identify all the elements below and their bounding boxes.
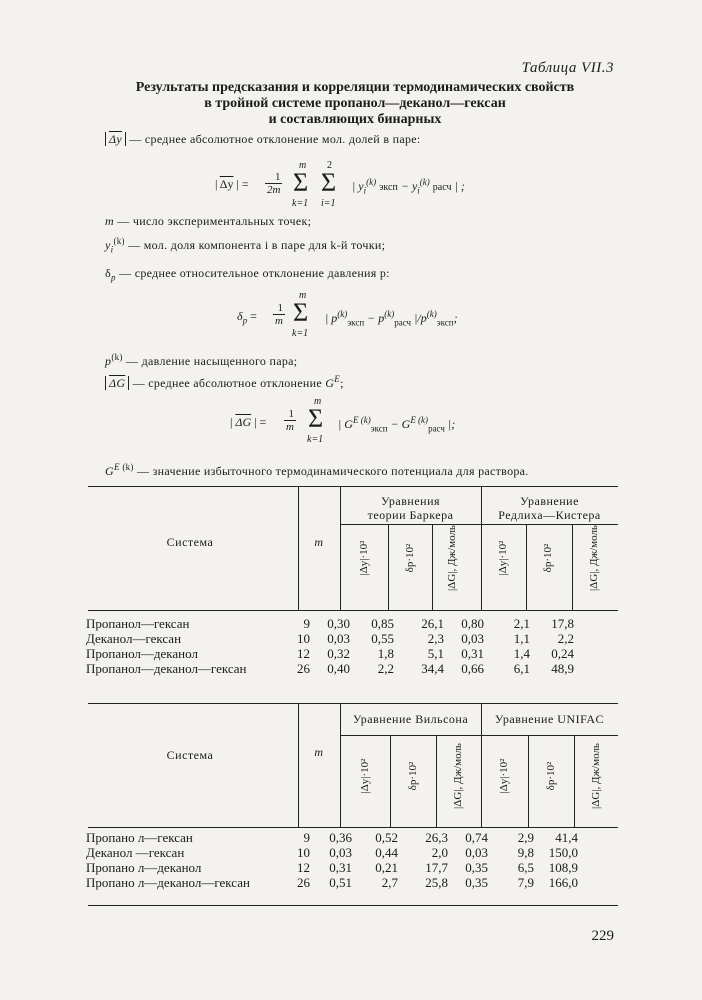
table2-divider [298, 703, 299, 827]
table2-body [86, 830, 578, 890]
cell-c: 25,8 [425, 875, 448, 890]
cell-system: Пропано л—гексан [86, 830, 193, 845]
cell-a: 0,51 [329, 875, 352, 890]
page-number: 229 [591, 928, 614, 944]
cell-e: 2,9 [517, 830, 534, 845]
cell-f: 166,0 [548, 875, 578, 890]
table2-sub-dg: |ΔG|, Дж/моль [590, 743, 602, 809]
table2-divider [528, 735, 529, 827]
table2-divider [574, 735, 575, 827]
def-dp-text: — среднее относительное отклонение давления p: [119, 266, 390, 280]
table2-sub-dp: δp·10² [545, 761, 557, 791]
def-dg-text: — среднее абсолютное отклонение [132, 376, 322, 390]
cell-system: Пропано л—деканол [86, 860, 202, 875]
cell-b: 2,7 [381, 875, 398, 890]
table-row [86, 830, 578, 845]
cell-f: 17,8 [551, 616, 574, 631]
def-p: $p^{(k)}$ — давление насыщенного пара; [105, 352, 298, 368]
table1-mid-rule [340, 524, 618, 525]
table1-group-redlich: Уравнение Редлиха—Кистера [498, 494, 601, 522]
cell-d: 0,74 [465, 830, 488, 845]
table-row [86, 616, 574, 631]
page-title [95, 80, 615, 128]
table1-sub-dg: |ΔG|, Дж/моль [588, 525, 600, 591]
table1-divider [388, 524, 389, 610]
cell-e: 1,1 [513, 631, 530, 646]
cell-system: Пропанол—гексан [86, 616, 190, 631]
table-caption: Таблица VII.3 [521, 60, 614, 76]
table1-sub-dp: δp·10² [404, 543, 416, 573]
table2-divider [390, 735, 391, 827]
cell-m: 9 [303, 616, 310, 631]
cell-d: 0,03 [465, 845, 488, 860]
cell-b: 0,44 [375, 845, 398, 860]
def-ge-text: — значение избыточного термодинамического потенциала для раствора. [137, 464, 529, 478]
cell-e: 2,1 [513, 616, 530, 631]
cell-m: 12 [297, 860, 310, 875]
title-line-1: Результаты предсказания и корреляции термодинамических свойств [135, 80, 575, 95]
cell-m: 9 [303, 830, 310, 845]
cell-e: 6,1 [513, 661, 530, 676]
cell-f: 0,24 [551, 646, 574, 661]
cell-f: 2,2 [557, 631, 574, 646]
cell-d: 0,03 [461, 631, 484, 646]
cell-a: 0,32 [327, 646, 350, 661]
cell-f: 108,9 [548, 860, 578, 875]
table2-group-wilson: Уравнение Вильсона [352, 712, 469, 726]
table2-group-unifac: Уравнение UNIFAC [494, 712, 605, 726]
cell-c: 2,3 [427, 631, 444, 646]
def-dy-text: — среднее абсолютное отклонение мол. долей в паре: [129, 132, 421, 146]
table2-divider [436, 735, 437, 827]
formula-dy: | $\overline{\Delta y}$ | = $\frac{1}{2m}$ m Σ k=1 2 Σ i=1 | $y_i^{(k)}$ эксп − $y_i^{(k)}$ расч | ; [215, 160, 465, 209]
cell-d: 0,80 [461, 616, 484, 631]
table1-sub-dy: |Δy|·10² [497, 540, 509, 576]
cell-f: 48,9 [551, 661, 574, 676]
cell-e: 7,9 [517, 875, 534, 890]
cell-m: 10 [297, 631, 310, 646]
cell-b: 0,21 [375, 860, 398, 875]
cell-c: 26,3 [425, 830, 448, 845]
cell-d: 0,31 [461, 646, 484, 661]
cell-f: 150,0 [548, 845, 578, 860]
table2-sub-dg: |ΔG|, Дж/моль [452, 743, 464, 809]
cell-c: 17,7 [425, 860, 448, 875]
cell-system: Деканол—гексан [86, 631, 182, 646]
cell-m: 26 [297, 661, 310, 676]
table1-body [86, 616, 574, 676]
table1-col-m: m [314, 535, 324, 549]
table-row [86, 845, 578, 860]
table2-bottom-rule [88, 905, 618, 906]
cell-d: 0,35 [465, 860, 488, 875]
cell-a: 0,40 [327, 661, 350, 676]
cell-e: 1,4 [513, 646, 530, 661]
table2-sub-dy: |Δy|·10² [498, 758, 510, 794]
def-ge: $G^{E (k)}$ — значение избыточного термодинамического потенциала для раствора. [105, 462, 529, 478]
cell-a: 0,36 [329, 830, 352, 845]
cell-b: 0,85 [371, 616, 394, 631]
table1-group-barker: Уравнения теории Баркера [367, 494, 454, 522]
table2-mid-rule [340, 735, 618, 736]
table1-top-rule [88, 486, 618, 487]
table1-header-rule [88, 610, 618, 611]
cell-system: Пропанол—деканол—гексан [86, 661, 247, 676]
table-row [86, 631, 574, 646]
table-row [86, 661, 574, 676]
cell-system: Пропано л—деканол—гексан [86, 875, 250, 890]
def-m-text: — число экспериментальных точек; [117, 214, 312, 228]
cell-c: 5,1 [427, 646, 444, 661]
def-p-text: — давление насыщенного пара; [126, 354, 298, 368]
def-y: $y_i^{(k)}$ — мол. доля компонента i в паре для k-й точки; [105, 236, 386, 255]
table2-col-m: m [314, 745, 324, 759]
cell-a: 0,31 [329, 860, 352, 875]
cell-b: 1,8 [377, 646, 394, 661]
cell-system: Деканол —гексан [86, 845, 185, 860]
table2-top-rule [88, 703, 618, 704]
cell-d: 0,35 [465, 875, 488, 890]
cell-a: 0,03 [327, 631, 350, 646]
def-dy: $\overline{\Delta y}$ — среднее абсолютное отклонение мол. долей в паре: [105, 132, 421, 147]
cell-f: 41,4 [555, 830, 578, 845]
def-dp: $\delta_p$ — среднее относительное отклонение давления p: [105, 266, 390, 283]
table1-divider [298, 486, 299, 610]
table1-sub-dp: δp·10² [542, 543, 554, 573]
cell-c: 34,4 [421, 661, 444, 676]
def-y-text: — мол. доля компонента i в паре для k-й точки; [128, 238, 386, 252]
cell-m: 10 [297, 845, 310, 860]
cell-a: 0,30 [327, 616, 350, 631]
table1-divider [526, 524, 527, 610]
cell-e: 6,5 [517, 860, 534, 875]
table2-col-system: Система [166, 748, 214, 762]
cell-system: Пропанол—деканол [86, 646, 198, 661]
cell-m: 12 [297, 646, 310, 661]
cell-c: 26,1 [421, 616, 444, 631]
table1-col-system: Система [166, 535, 214, 549]
table-row [86, 646, 574, 661]
table1-divider [432, 524, 433, 610]
table2-sub-dy: |Δy|·10² [359, 758, 371, 794]
table1-sub-dg: |ΔG|, Дж/моль [446, 525, 458, 591]
def-m: m — число экспериментальных точек; [105, 214, 312, 228]
table1-divider [572, 524, 573, 610]
title-line-2: в тройной системе пропанол—деканол—гексан [204, 96, 506, 111]
table2-header-rule [88, 827, 618, 828]
cell-b: 0,55 [371, 631, 394, 646]
cell-b: 0,52 [375, 830, 398, 845]
cell-m: 26 [297, 875, 310, 890]
cell-d: 0,66 [461, 661, 484, 676]
table-row [86, 860, 578, 875]
cell-b: 2,2 [377, 661, 394, 676]
cell-c: 2,0 [431, 845, 448, 860]
def-dg: $\overline{\Delta G}$ — среднее абсолютное отклонение $G^E$; [105, 374, 344, 391]
formula-dp: $\delta_p$ = $\frac{1}{m}$ m Σ k=1 | $p^{(k)}_{эксп} - p^{(k)}_{расч}$ $|/p^{(k)}_{эксп}$; [237, 290, 458, 339]
title-line-3: и составляющих бинарных [268, 112, 442, 127]
table2-sub-dp: δp·10² [407, 761, 419, 791]
table-row [86, 875, 578, 890]
cell-a: 0,03 [329, 845, 352, 860]
cell-e: 9,8 [517, 845, 534, 860]
formula-dg: | $\overline{\Delta G}$ | = $\frac{1}{m}$ m Σ k=1 | $G^{E (k)}_{эксп} - G^{E (k)}_{расч}$ |; [230, 396, 456, 445]
table1-sub-dy: |Δy|·10² [358, 540, 370, 576]
